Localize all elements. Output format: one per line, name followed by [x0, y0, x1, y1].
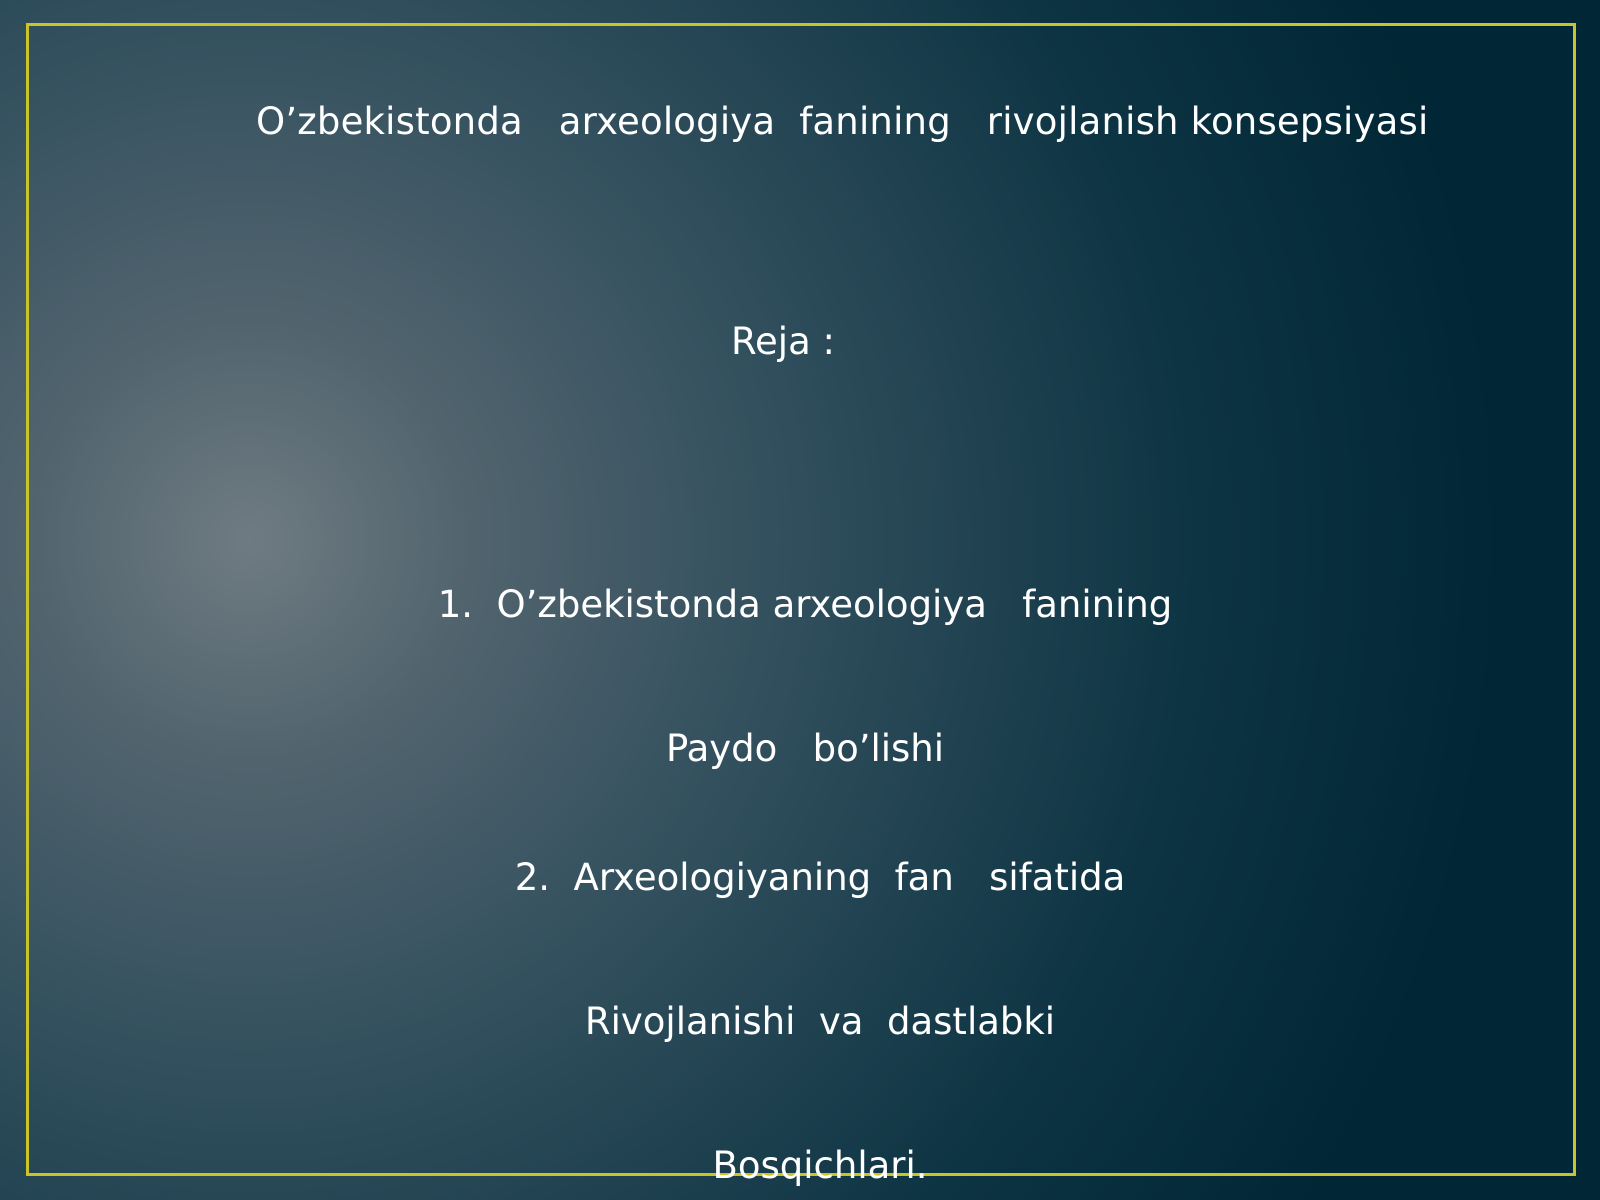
plan-item-2-line-2: Rivojlanishi va dastlabki	[584, 1000, 1056, 1043]
plan-item-1-line-2: Paydo bo’lishi	[665, 727, 945, 770]
plan-item-2	[480, 758, 1160, 1200]
plan-item-2-line-1: 2. Arxeologiyaning fan sifatida	[514, 856, 1126, 899]
plan-item-2-line-3: Bosqichlari.	[712, 1144, 928, 1187]
plan-item-1-line-1: 1. O’zbekistonda arxeologiya fanining	[437, 583, 1173, 626]
plan-heading: Reja :	[731, 320, 835, 363]
slide-title: O’zbekistonda arxeologiya fanining rivojlanish konsepsiyasi	[256, 100, 1429, 143]
